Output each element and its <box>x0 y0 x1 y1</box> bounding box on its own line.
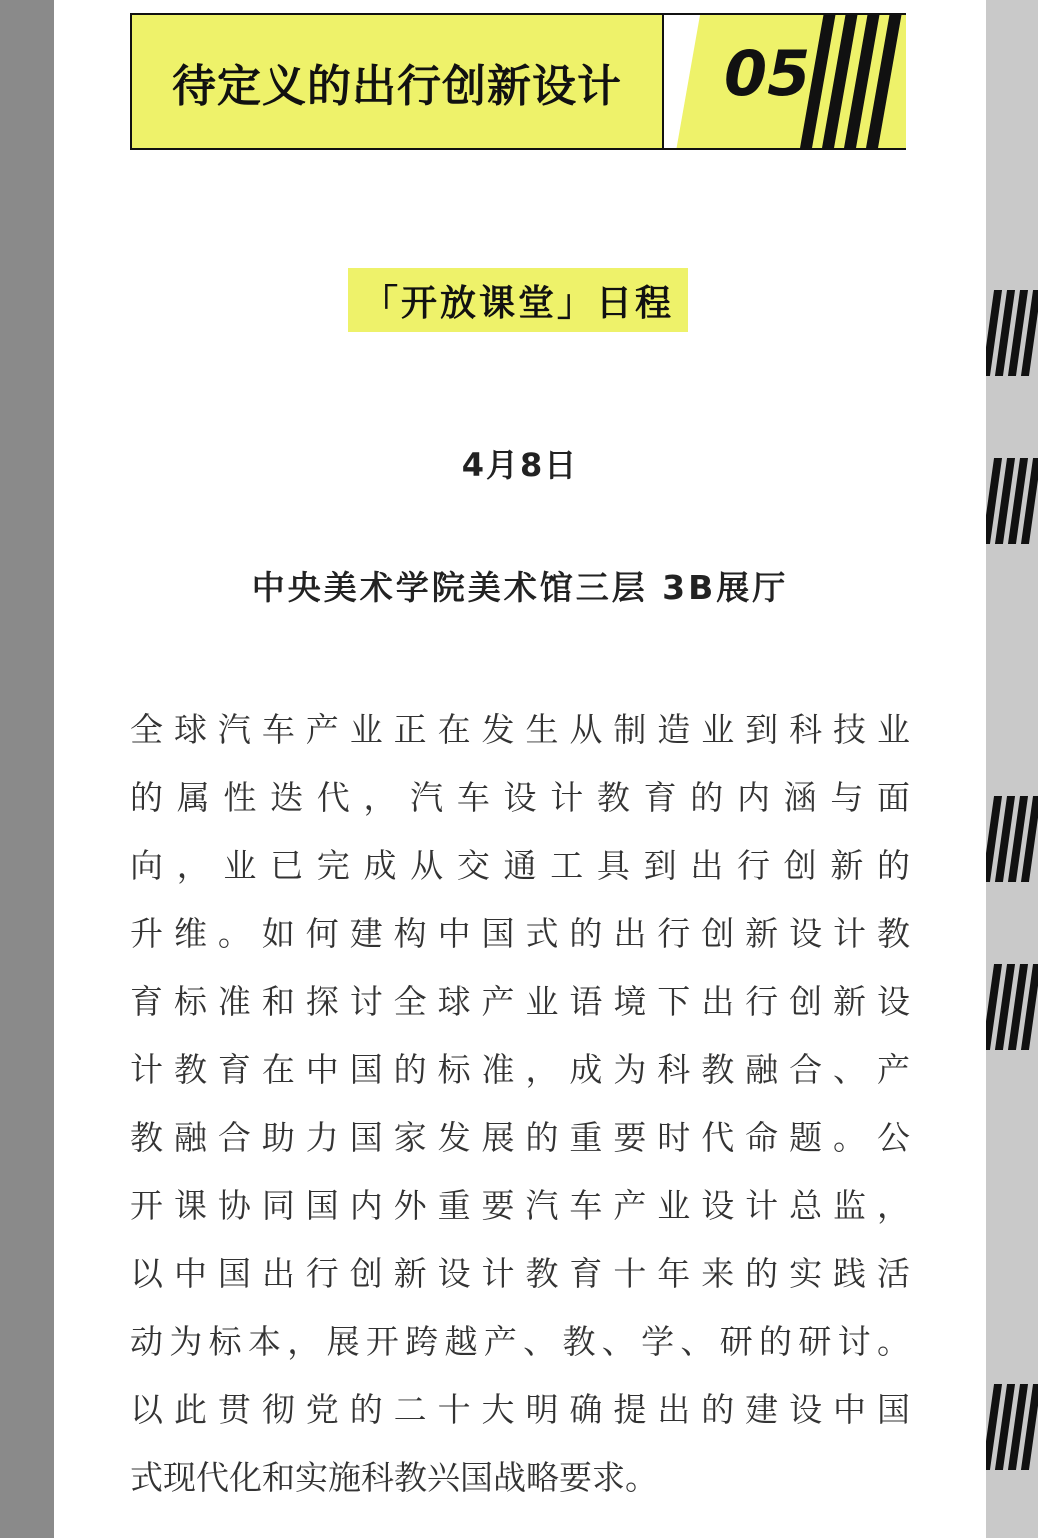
header-title: 待定义的出行创新设计 <box>172 60 622 112</box>
body-line: 向，业已完成从交通工具到出行创新的 <box>130 846 910 885</box>
event-venue: 中央美术学院美术馆三层 3B展厅 <box>251 568 789 607</box>
section-title-badge <box>348 268 688 332</box>
decorative-stripes <box>986 964 1038 1050</box>
decorative-stripes <box>986 796 1038 882</box>
header-number-box <box>662 13 906 150</box>
body-line: 育标准和探讨全球产业语境下出行创新设 <box>130 982 910 1021</box>
header-banner <box>130 13 906 150</box>
body-paragraph <box>130 696 910 1512</box>
event-date: 4月8日 <box>461 446 579 484</box>
body-line: 计教育在中国的标准，成为科教融合、产 <box>130 1050 910 1089</box>
body-line: 全球汽车产业正在发生从制造业到科技业 <box>130 710 910 749</box>
left-background-strip <box>0 0 54 1538</box>
section-title: 「开放课堂」日程 <box>361 282 674 324</box>
body-line: 动为标本，展开跨越产、教、学、研的研讨。 <box>130 1322 910 1361</box>
decorative-stripes <box>986 1384 1038 1470</box>
header-stripes <box>800 15 906 148</box>
body-line: 以中国出行创新设计教育十年来的实践活 <box>130 1254 910 1293</box>
header-title-box <box>130 13 664 150</box>
body-line: 式现代化和实施科教兴国战略要求。 <box>130 1458 658 1497</box>
decorative-stripes <box>986 290 1038 376</box>
header-number: 05 <box>724 37 811 110</box>
body-line: 教融合助力国家发展的重要时代命题。公 <box>130 1118 910 1157</box>
right-background-strip <box>986 0 1038 1538</box>
body-line: 开课协同国内外重要汽车产业设计总监， <box>130 1186 910 1225</box>
decorative-stripes <box>986 458 1038 544</box>
body-line: 的属性迭代，汽车设计教育的内涵与面 <box>130 778 910 817</box>
body-line: 以此贯彻党的二十大明确提出的建设中国 <box>130 1390 910 1429</box>
body-line: 升维。如何建构中国式的出行创新设计教 <box>130 914 910 953</box>
